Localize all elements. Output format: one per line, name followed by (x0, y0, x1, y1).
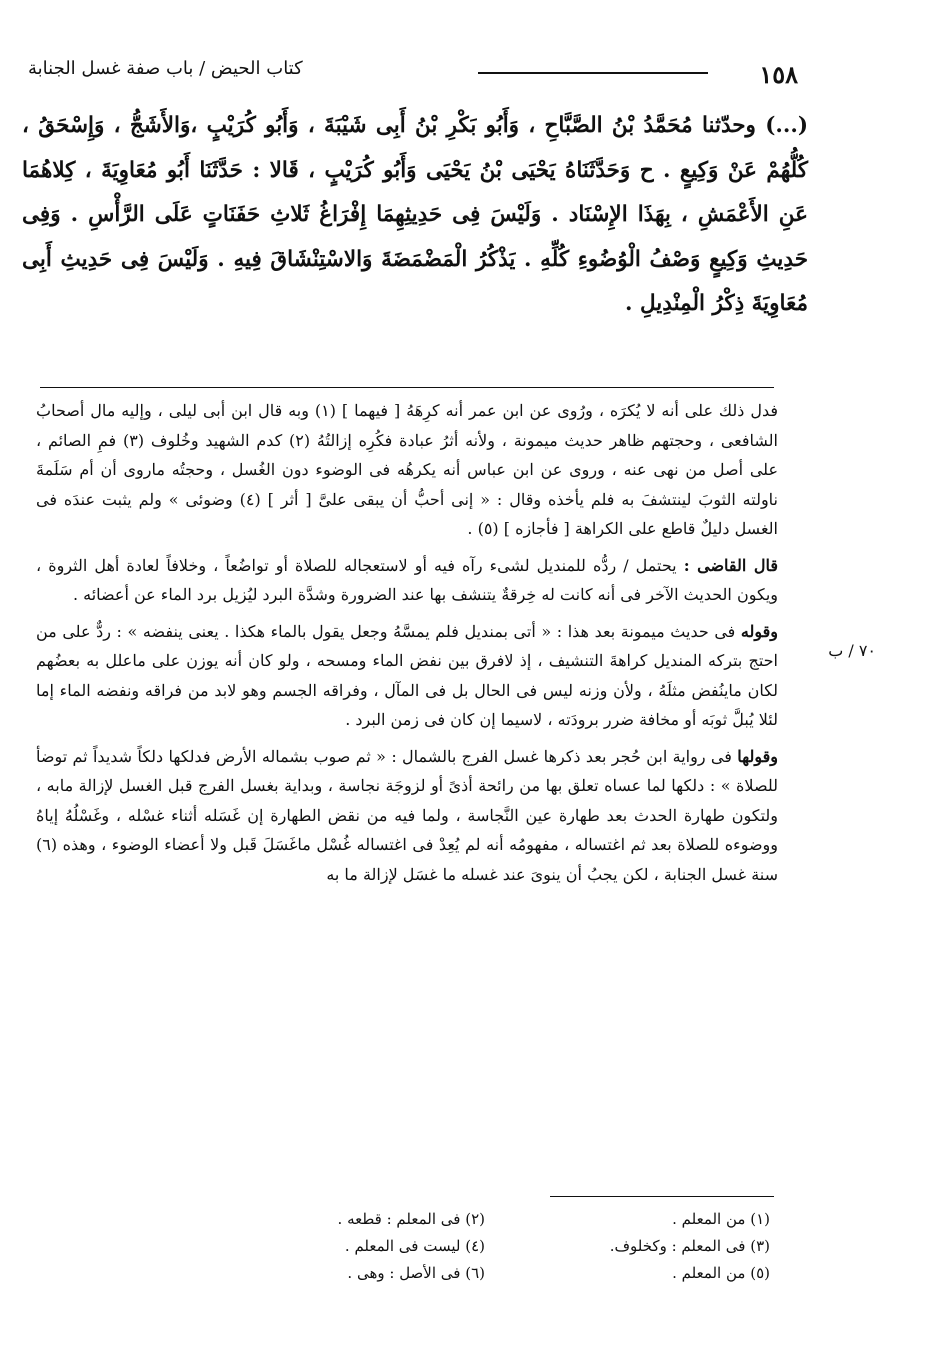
header-rule (478, 72, 708, 74)
commentary-text: يحتمل / ردُّه للمنديل لشىء رآه فيه أو لاستعجاله للصلاة أو تواضُعاً ، وخلافاً لعادة أهل الثروة ، ويكون الحديث الآخر فى أنه كانت له خِرقةٌ يتنشف بها عند الضرورة وشدَّة البرد ليُزيل برد الماء عن أعضائه . (36, 555, 778, 604)
commentary-lead: قال القاضى : (683, 555, 779, 575)
hadith-commentary-separator (40, 387, 774, 388)
footnote: (١) من المعلم . (672, 1210, 770, 1228)
footnote: (٥) من المعلم . (672, 1264, 770, 1282)
footnote: (٢) فى المعلم : قطعه . (337, 1210, 485, 1228)
footnotes (200, 1210, 770, 1291)
commentary-paragraph (36, 742, 778, 890)
page-header (28, 58, 798, 94)
hadith-text: (...) وحدّثنا مُحَمَّدُ بْنُ الصَّبَّاحِ ، وَأَبُو بَكْرِ بْنُ أَبِى شَيْبَةَ ، وَأَبُو كُرَيْبٍ ،وَالأَشَجُّ ، وَإِسْحَقُ ، كُلُّهُمْ عَنْ وَكِيعٍ . ح وَحَدَّثَنَاهُ يَحْيَى بْنُ يَحْيَى وَأَبُو كُرَيْبٍ ، قَالا : حَدَّثَنَا أَبُو مُعَاوِيَةَ ، كِلاهُمَا عَنِ الأَعْمَشِ ، بِهَذَا الإِسْنَاد . وَلَيْسَ فِى حَدِيثِهِمَا إِفْرَاغُ ثَلاثِ حَفَنَاتٍ عَلَى الرَّأْسِ . وَفِى حَدِيثِ وَكِيعٍ وَصْفُ الْوُضُوءِ كُلِّهِ . يَذْكُرُ الْمَضْمَضَةَ وَالاسْتِنْشَاقَ فِيهِ . وَلَيْسَ فِى حَدِيثِ أَبِى مُعَاوِيَةَ ذِكْرُ الْمِنْدِيلِ . (22, 113, 808, 316)
running-title: كتاب الحيض / باب صفة غسل الجنابة (28, 58, 303, 79)
commentary-text: فدل ذلك على أنه لا يُكرَه ، ورُوى عن ابن عمر أنه كرِهَهُ [ فيهما ] (١) وبه قال ابن أبى ليلى ، وإليه مال أصحابُ الشافعى ، وحجتهم ظاهر حديث ميمونة ، ولأنه أثرُ عبادة فكُرِه إزالتُهُ (٢) كدم الشهيد وخُلوف (٣) فمِ الصائم ، على أصل من نهى عنه ، وروى عن ابن عباس أنه يكرهُه فى الوضوء دون الغُسل ، وحجتُه ماروى أن أم سَلَمةَ ناولته الثوبَ لينتشفَ به فلم يأخذه وقال : « إنى أحبُّ أن يبقى علىَّ [ أثر ] (٤) وضوئى » ولم يثبت عندَه فى الغسل دليلٌ قاطع على الكراهة [ فأجازه ] (٥) . (36, 401, 779, 538)
footnote-rule (550, 1196, 774, 1197)
page-number: ١٥٨ (759, 60, 798, 89)
commentary-text: فى رواية ابن حُجر بعد ذكرها غسل الفرج بالشمال : « ثم صوب بشماله الأرض فدلكها دلكاً شديداً ثم توضأ للصلاة » : دلكها لما عساه تعلق بها من رائحة أذىً أو لزوجَة نجاسة ، وبداية بغسل الفرج قبل الغسل لإزالة مابه ، ولتكون طهارة الحدث بعد طهارة عين النَّجاسة ، ولما فيه من نقض الطهارة إن غَسَله أثناء غسْله ، وغَسْلُهُ إياهُ ووضوءه للصلاة بعد ثم اغتساله ، مفهومُه أنه لم يُعِدْ فى اغتساله غُسْل ماغَسَلَ قَبل ولا أعضاء الوضوء ، وهذه (٦) سنة غسل الجنابة ، لكن يجبُ أن ينوىَ عند غسله ما غسَل لإزالة ما به (36, 746, 779, 884)
manuscript-folio-mark: ٧٠ / ب (828, 641, 876, 660)
footnote: (٤) ليست فى المعلم . (344, 1237, 485, 1255)
commentary (36, 396, 778, 889)
commentary-text: فى حديث ميمونة بعد هذا : « أتى بمنديل فلم يمسَّهُ وجعل يقول بالماء هكذا . يعنى ينفضه » : ردٌّ على من احتج بتركه المنديل كراهةَ التنشيف ، إذ لافرق بين نفض الماء ومسحه ، ولو كان أنه يوزن على ماعلل به بعضُهم لكان ماينُفض مثلَهُ ، ولأن وزنه ليس فى الحال بل فى المآل ، وفراقه الجسم وهو لابد من فراقه ونفضه الماء إما لئلا يُبلَّ ثوبَه أو مخافة ضرر برودَته ، لاسيما إن كان فى زمن البرد . (36, 621, 778, 729)
footnote: (٦) فى الأصل : وهى . (347, 1264, 485, 1282)
footnote: (٣) فى المعلم : وكخلوف. (609, 1237, 770, 1255)
commentary-lead: وقولها (737, 746, 779, 766)
commentary-paragraph (36, 396, 778, 544)
commentary-paragraph (36, 617, 778, 735)
commentary-lead: وقوله (740, 621, 778, 641)
commentary-paragraph (36, 551, 778, 610)
